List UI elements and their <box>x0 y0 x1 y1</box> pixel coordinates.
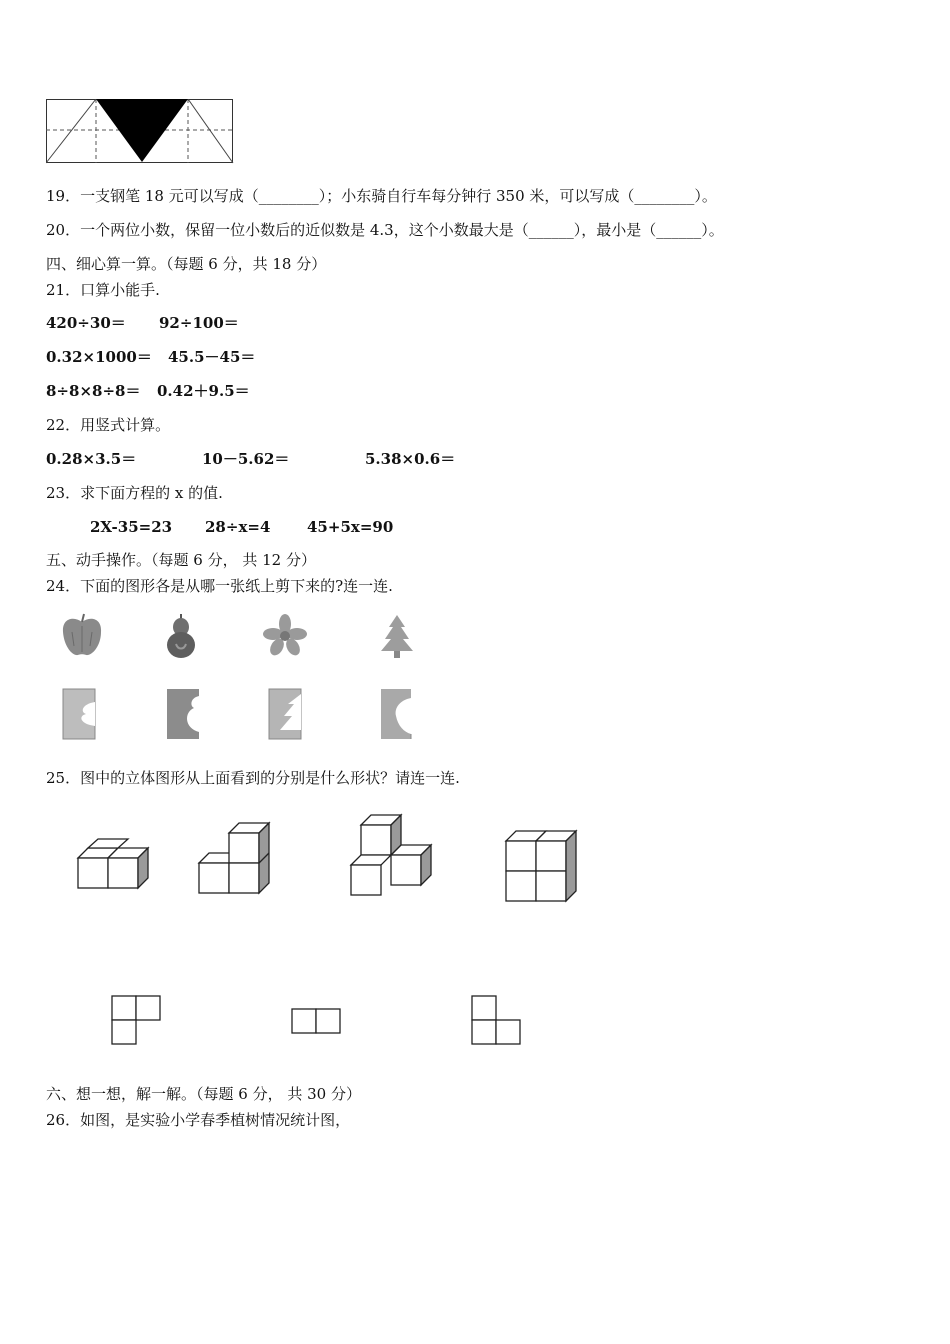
top-view-3 <box>471 995 523 1047</box>
solid-figure-1 <box>76 836 152 892</box>
q22-item-2: 10－5.62＝ <box>202 450 290 468</box>
gourd-shape <box>163 612 199 660</box>
solid-figure-2 <box>197 821 273 895</box>
top-view-2 <box>291 1008 343 1036</box>
top-view-1 <box>111 995 163 1047</box>
tree-shape <box>377 613 417 659</box>
question-22-title: 22．用竖式计算。 <box>46 416 171 434</box>
question-20: 20．一个两位小数，保留一位小数后的近似数是 4.3，这个小数最大是（______），最小是（______）。 <box>46 221 724 239</box>
paper-with-apple-cut <box>380 688 414 740</box>
flower-shape <box>263 614 307 656</box>
paper-with-tree-cut <box>268 688 302 740</box>
solid-figure-4 <box>504 829 580 903</box>
q23-item-2: 28÷x=4 <box>205 518 271 536</box>
question-19: 19．一支钢笔 18 元可以写成（________）；小东骑自行车每分钟行 350 米，可以写成（________）。 <box>46 187 717 205</box>
question-23-title: 23．求下面方程的 x 的值. <box>46 484 223 502</box>
q21-item-5: 8÷8×8÷8＝ <box>46 382 141 400</box>
q21-item-1: 420÷30＝ <box>46 314 126 332</box>
q21-item-3: 0.32×1000＝ <box>46 348 152 366</box>
q23-item-1: 2X-35=23 <box>90 518 173 536</box>
folded-paper-figure <box>46 99 234 164</box>
question-21-title: 21．口算小能手. <box>46 281 160 299</box>
apple-shape <box>60 612 104 658</box>
q21-item-6: 0.42＋9.5＝ <box>157 382 250 400</box>
q21-item-4: 45.5－45＝ <box>168 348 256 366</box>
paper-with-flower-cut <box>62 688 96 740</box>
question-25-title: 25．图中的立体图形从上面看到的分别是什么形状？请连一连. <box>46 769 460 787</box>
q22-item-1: 0.28×3.5＝ <box>46 450 137 468</box>
question-24-title: 24．下面的图形各是从哪一张纸上剪下来的?连一连. <box>46 577 393 595</box>
q21-item-2: 92÷100＝ <box>159 314 239 332</box>
question-26-title: 26．如图，是实验小学春季植树情况统计图， <box>46 1111 351 1129</box>
q23-item-3: 45+5x=90 <box>307 518 394 536</box>
solid-figure-3 <box>349 813 435 897</box>
paper-with-gourd-cut <box>166 688 200 740</box>
section-5-title: 五、动手操作。（每题 6 分， 共 12 分） <box>46 551 316 569</box>
section-4-title: 四、细心算一算。（每题 6 分，共 18 分） <box>46 255 327 273</box>
section-6-title: 六、想一想，解一解。（每题 6 分， 共 30 分） <box>46 1085 361 1103</box>
q22-item-3: 5.38×0.6＝ <box>365 450 456 468</box>
